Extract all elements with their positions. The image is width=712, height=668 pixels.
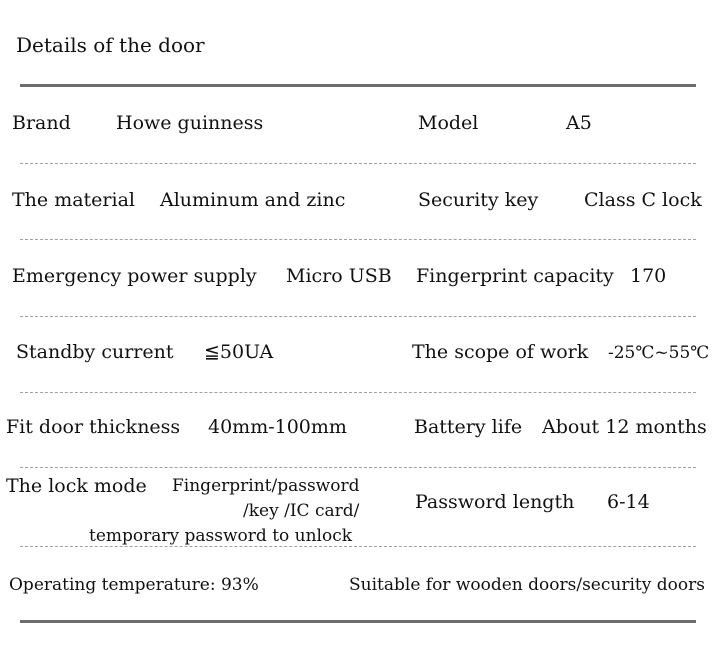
lock-mode-label: The lock mode xyxy=(6,475,147,497)
power-supply-value: Micro USB xyxy=(286,265,392,287)
standby-current-value: ≦50UA xyxy=(204,341,274,363)
scope-of-work-label: The scope of work xyxy=(412,341,589,363)
row-divider xyxy=(20,163,696,164)
top-divider xyxy=(20,84,696,87)
material-value: Aluminum and zinc xyxy=(160,189,346,211)
page-title: Details of the door xyxy=(16,33,205,57)
model-label: Model xyxy=(418,112,479,134)
scope-of-work-value: -25℃~55℃ xyxy=(608,343,710,363)
fingerprint-capacity-value: 170 xyxy=(630,265,667,287)
model-value: A5 xyxy=(566,112,592,134)
row-divider xyxy=(20,467,696,468)
security-key-label: Security key xyxy=(418,189,539,211)
material-label: The material xyxy=(12,189,135,211)
row-divider xyxy=(20,392,696,393)
password-length-label: Password length xyxy=(415,491,575,513)
row-divider xyxy=(20,316,696,317)
row-divider xyxy=(20,239,696,240)
fingerprint-capacity-label: Fingerprint capacity xyxy=(416,265,614,287)
lock-mode-value-line-2: /key /IC card/ xyxy=(243,501,360,521)
lock-mode-value-line-1: Fingerprint/password xyxy=(172,476,360,496)
door-suitability: Suitable for wooden doors/security doors xyxy=(349,575,705,595)
row-divider xyxy=(20,546,696,547)
brand-value: Howe guinness xyxy=(116,112,264,134)
operating-temperature: Operating temperature: 93% xyxy=(9,575,259,595)
power-supply-label: Emergency power supply xyxy=(12,265,257,287)
bottom-divider xyxy=(20,620,696,623)
battery-life-label: Battery life xyxy=(414,416,523,438)
standby-current-label: Standby current xyxy=(16,341,174,363)
password-length-value: 6-14 xyxy=(607,491,650,513)
door-thickness-value: 40mm-100mm xyxy=(208,416,347,438)
lock-mode-value-line-3: temporary password to unlock xyxy=(89,526,353,546)
brand-label: Brand xyxy=(12,112,71,134)
battery-life-value: About 12 months xyxy=(542,416,707,438)
security-key-value: Class C lock xyxy=(584,189,702,211)
door-thickness-label: Fit door thickness xyxy=(6,416,181,438)
